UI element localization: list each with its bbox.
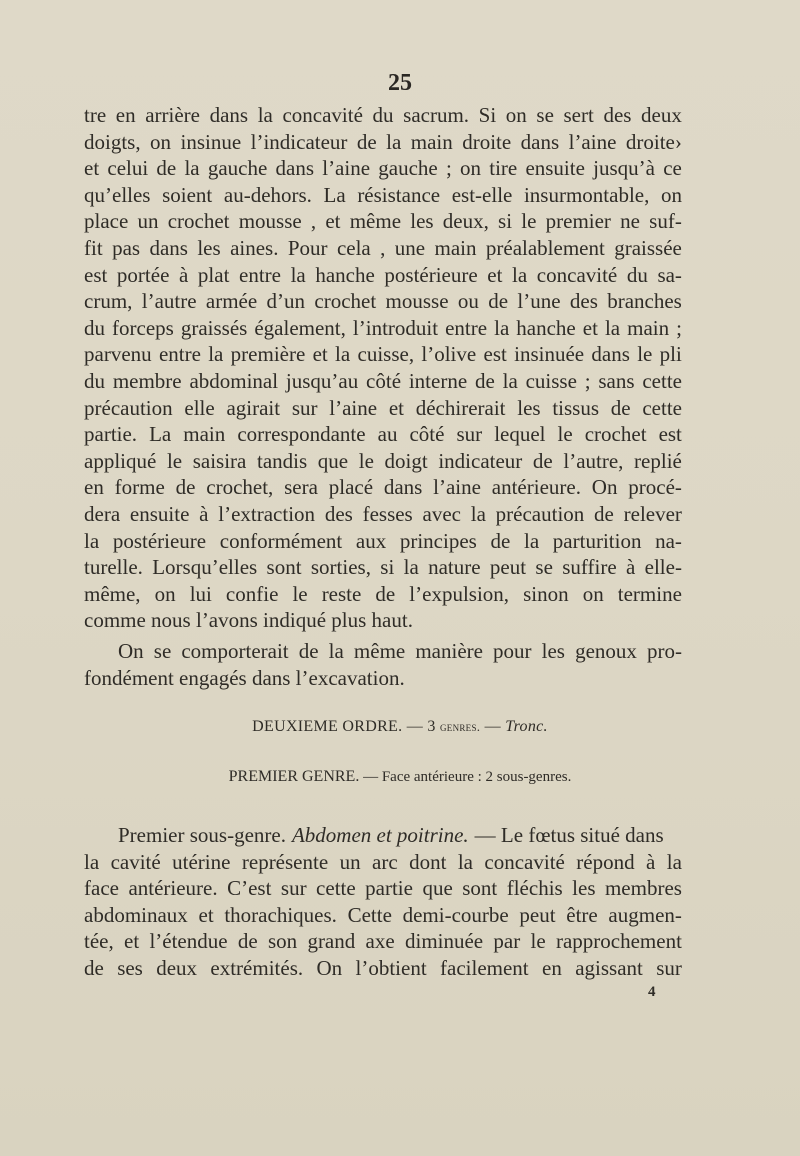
text-line: doigts, on insinue l’indicateur de la main droite dans l’aine droite› bbox=[84, 129, 682, 154]
text-line: fit pas dans les aines. Pour cela , une main préalablement graissée bbox=[84, 235, 682, 260]
paragraph-3 bbox=[84, 822, 682, 982]
order-title: DEUXIEME ORDRE. bbox=[252, 718, 403, 735]
subgenre-title: Abdomen et poitrine. bbox=[291, 823, 469, 847]
text-line: appliqué le saisira tandis que le doigt indicateur de l’autre, replié bbox=[84, 448, 682, 473]
text-line: tre en arrière dans la concavité du sacrum. Si on se sert des deux bbox=[84, 103, 682, 127]
text-line: abdominaux et thorachiques. Cette demi-courbe peut être augmen- bbox=[84, 902, 682, 927]
order-genres: genres. bbox=[439, 719, 481, 734]
order-dash: — bbox=[406, 718, 424, 735]
text-line: comme nous l’avons indiqué plus haut. bbox=[84, 608, 413, 633]
text-line: de ses deux extrémités. On l’obtient facilement en agissant sur bbox=[84, 955, 682, 980]
text-line-first bbox=[84, 822, 682, 849]
genre-heading bbox=[0, 768, 800, 786]
text-line: du membre abdominal jusqu’au côté interne de la cuisse ; sans cette bbox=[84, 368, 682, 393]
text-line: place un crochet mousse , et même les deux, si le premier ne suf- bbox=[84, 209, 682, 234]
text-line: tée, et l’étendue de son grand axe diminuée par le rapprochement bbox=[84, 929, 682, 954]
text-line: turelle. Lorsqu’elles sont sorties, si la nature peut se suffire à elle- bbox=[84, 555, 682, 580]
text-line: et celui de la gauche dans l’aine gauche ; on tire ensuite jusqu’à ce bbox=[84, 156, 682, 181]
subgenre-lead: Premier sous-genre. bbox=[118, 823, 286, 847]
text-line: précaution elle agirait sur l’aine et déchirerait les tissus de cette bbox=[84, 395, 682, 420]
order-dash: — bbox=[484, 718, 501, 735]
paragraph-1 bbox=[84, 102, 682, 634]
text-line: du forceps graissés également, l’introduit entre la hanche et la main ; bbox=[84, 315, 682, 340]
genre-title: PREMIER GENRE. bbox=[228, 768, 360, 785]
order-heading bbox=[0, 718, 800, 736]
text-line: face antérieure. C’est sur cette partie que sont fléchis les membres bbox=[84, 876, 682, 901]
paragraph-2 bbox=[84, 638, 682, 691]
genre-subtitle: — Face antérieure : 2 sous-genres. bbox=[363, 769, 572, 785]
text-line: fondément engagés dans l’excavation. bbox=[84, 665, 405, 690]
text-line: la postérieure conformément aux principes de la parturition na- bbox=[84, 528, 682, 553]
text-line: la cavité utérine représente un arc dont la concavité répond à la bbox=[84, 849, 682, 874]
order-subject: Tronc. bbox=[505, 718, 548, 735]
order-count: 3 bbox=[427, 718, 436, 735]
text-line: On se comporterait de la même manière pour les genoux pro- bbox=[118, 639, 682, 663]
text-line: est portée à plat entre la hanche postérieure et la concavité du sa- bbox=[84, 262, 682, 287]
text-line: même, on lui confie le reste de l’expulsion, sinon on termine bbox=[84, 581, 682, 606]
text-line: crum, l’autre armée d’un crochet mousse ou de l’une des branches bbox=[84, 289, 682, 314]
signature-mark: 4 bbox=[648, 984, 656, 1000]
text-line: dera ensuite à l’extraction des fesses avec la précaution de relever bbox=[84, 501, 682, 526]
text-line: en forme de crochet, sera placé dans l’aine antérieure. On procé- bbox=[84, 475, 682, 500]
text-line: partie. La main correspondante au côté sur lequel le crochet est bbox=[84, 422, 682, 447]
subgenre-rest: — Le fœtus situé dans bbox=[474, 823, 664, 847]
page-number: 25 bbox=[388, 70, 412, 96]
text-line: parvenu entre la première et la cuisse, l’olive est insinuée dans le pli bbox=[84, 342, 682, 367]
text-line: qu’elles soient au-dehors. La résistance est-elle insurmontable, on bbox=[84, 182, 682, 207]
